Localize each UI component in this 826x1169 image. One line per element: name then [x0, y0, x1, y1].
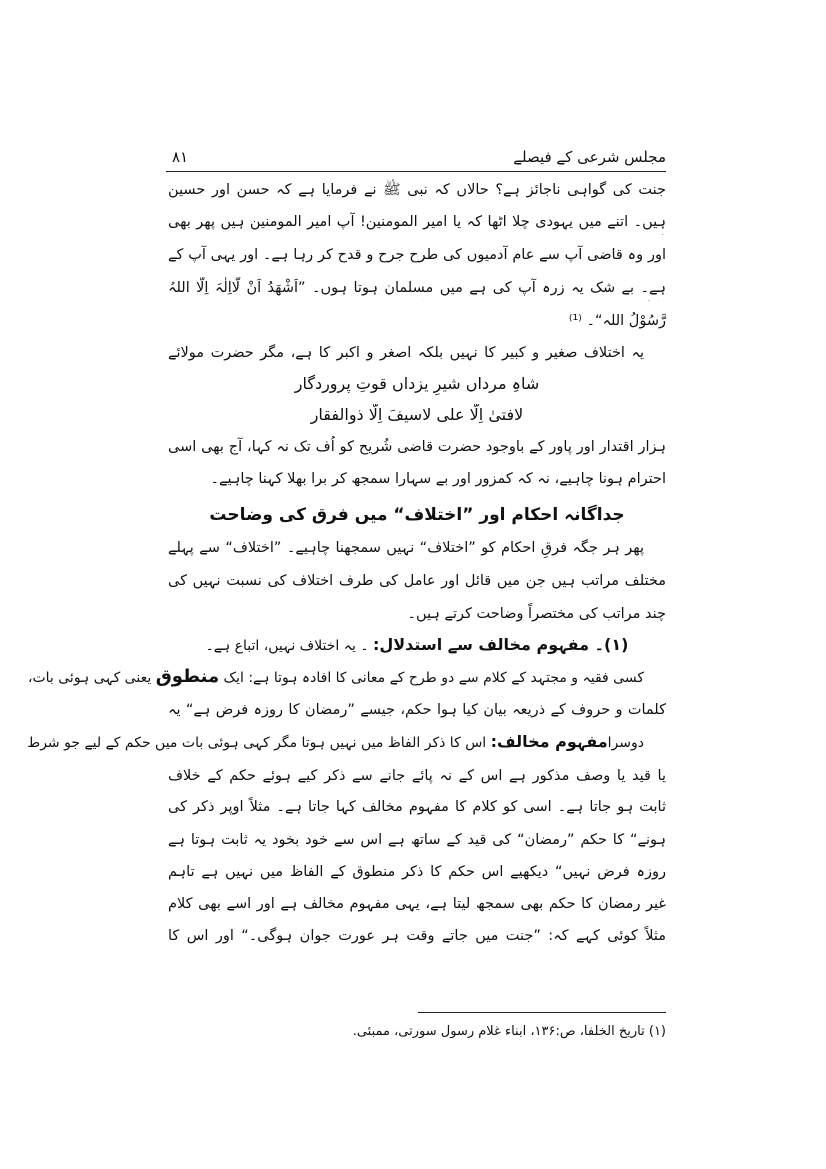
text-line — [27, 730, 666, 755]
text-line: ہونے“ کا حکم ”رمضان“ کی قید کے ساتھ ہے اس سے خود بخود یہ ثابت ہوتا ہے — [168, 832, 666, 848]
text-line — [27, 665, 666, 690]
text-span: یعنی کہی ہوئی بات، — [27, 670, 152, 686]
text-line: مثلاً کوئی کہے کہ: ”جنت میں جاتے وقت ہر عورت جوان ہوگی۔“ اور اس کا — [168, 928, 666, 944]
running-title: مجلس شرعی کے فیصلے — [513, 148, 666, 166]
subheading-rest: ۔ یہ اختلاف نہیں، اتباع ہے۔ — [205, 638, 369, 654]
text-line: احترام ہونا چاہیے، نہ کہ کمزور اور بے سہارا سمجھ کر برا بھلا کہنا چاہیے۔ — [210, 471, 666, 487]
text-line: روزہ فرض نہیں“ دیکھیے اس حکم کا ذکر منطوق کے الفاظ میں نہیں ہے تاہم — [168, 864, 666, 880]
text-line: یا قید یا وصف مذکور ہے اس کے نہ پائے جانے سے ذکر کیے ہوئے حکم کے خلاف — [168, 768, 666, 784]
text-line: ثابت ہو جاتا ہے۔ اسی کو کلام کا مفہوم مخالف کہا جاتا ہے۔ مثلاً اوپر ذکر کی — [168, 799, 666, 815]
footnote: (۱) تاریخ الخلفا، ص:۱۳۶، ابناء غلام رسول سورتی، ممبئی. — [352, 1024, 666, 1039]
footnote-rule — [418, 1012, 666, 1013]
text-line: یہ اختلاف صغیر و کبیر کا نہیں بلکہ اصغر و اکبر کا ہے، مگر حضرت مولائے — [168, 345, 644, 361]
text-line: رَّسُوْلُ اللہ“۔ ⁽¹⁾ — [568, 313, 666, 329]
text-line: جنت کی گواہی ناجائز ہے؟ حالاں کہ نبی ﷺ نے فرمایا ہے کہ حسن اور حسین — [168, 182, 666, 198]
verse-line: لافتیٰ اِلّا علی لاسیفَ اِلّا ذوالفقار — [310, 405, 524, 424]
bold-term: منطوق — [155, 666, 220, 687]
bold-term: مفہوم مخالف: — [490, 732, 608, 751]
text-line: غیر رمضان کا حکم بھی سمجھ لیتا ہے، یہی مفہوم مخالف ہے اور اسے بھی کلام — [168, 896, 666, 912]
text-line: ہزار اقتدار اور پاور کے باوجود حضرت قاضی شُریح کو اُف تک نہ کہا، آج بھی اسی — [168, 439, 666, 455]
text-line: اور وہ قاضی آپ سے عام آدمیوں کی طرح جرح و قدح کر رہا ہے۔ اور یہی آپ کے — [168, 247, 666, 263]
text-span: دوسرا — [607, 735, 644, 751]
subheading-bold: (۱)۔ مفہوم مخالف سے استدلال: — [372, 635, 629, 654]
header-rule — [166, 171, 666, 172]
page-number: ۸۱ — [172, 148, 189, 166]
text-line: ہیں۔ اتنے میں یہودی چلا اٹھا کہ یا امیر المومنین! آپ امیر المومنین ہیں پھر بھی — [168, 214, 666, 230]
text-span: اس کا ذکر الفاظ میں نہیں ہوتا مگر کہی ہوئی بات میں حکم کے لیے جو شرط — [27, 735, 487, 751]
text-line: کلمات و حروف کے ذریعہ بیان کیا ہوا حکم، جیسے ”رمضان کا روزہ فرض ہے“ یہ — [168, 702, 666, 718]
text-line: پھر ہر جگہ فرقِ احکام کو ”اختلاف“ نہیں سمجھنا چاہیے۔ ”اختلاف“ سے پہلے — [168, 540, 644, 556]
section-heading: جداگانہ احکام اور ”اختلاف“ میں فرق کی وضاحت — [209, 505, 625, 525]
text-span: کسی فقیہ و مجتہد کے کلام سے دو طرح کے معانی کا افادہ ہوتا ہے: ایک — [223, 670, 644, 686]
text-line: ہے۔ بے شک یہ زرہ آپ کی ہے میں مسلمان ہوتا ہوں۔ ”اَشْھَدُ اَنْ لَّااِلٰہَ اِلَّا اللہُ — [168, 280, 666, 296]
text-line: مختلف مراتب ہیں جن میں قائل اور عامل کی طرف اختلاف کی نسبت نہیں کی — [168, 573, 666, 589]
subheading — [168, 633, 666, 658]
text-line: چند مراتب کی مختصراً وضاحت کرتے ہیں۔ — [407, 606, 666, 622]
verse-line: شاہِ مرداں شیرِ یزداں قوتِ پروردگار — [294, 374, 540, 393]
